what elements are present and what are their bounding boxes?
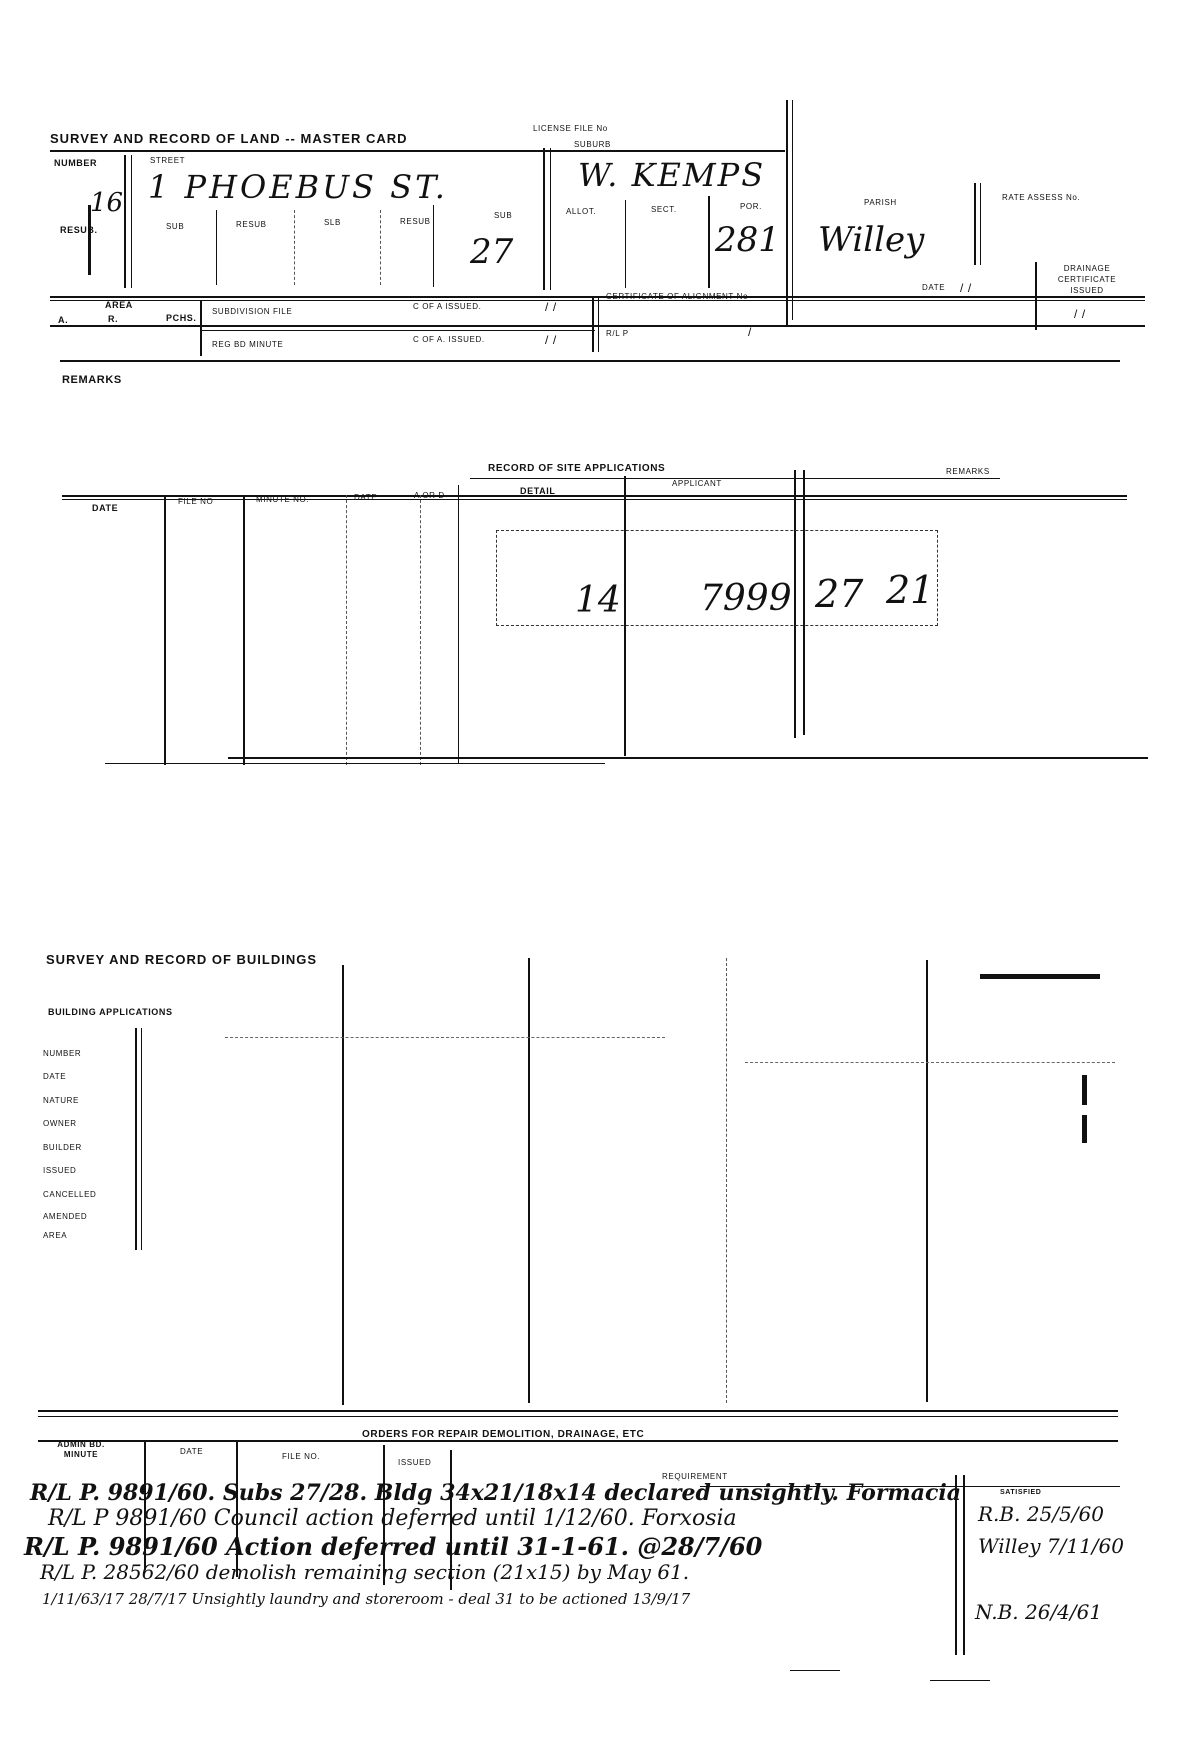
divider [380,210,381,285]
rate-assess-label: RATE ASSESS No. [1002,193,1081,202]
order-entry-4: R/L P. 28562/60 demolish remaining section (21x15) by May 61. [40,1560,690,1584]
rule [105,763,605,764]
buildings-card-title: SURVEY AND RECORD OF BUILDINGS [46,952,318,967]
hand-parish: Willey [818,220,925,260]
orders-date-header: DATE [180,1447,204,1456]
building-applications-label: BUILDING APPLICATIONS [48,1007,173,1017]
sub-label: SUB [166,222,185,231]
divider [974,183,976,265]
site-detail-header: DETAIL [520,486,556,496]
site-file-no-header: FILE NO [178,497,214,506]
stamp-value-4: 21 [886,568,935,612]
site-remarks-header: REMARKS [946,467,990,476]
license-file-label: LICENSE FILE No [533,124,608,133]
orders-title: ORDERS FOR REPAIR DEMOLITION, DRAINAGE, ETC [362,1429,645,1440]
order-entry-3: R/L P. 9891/60 Action deferred until 31-1-61. @28/7/60 [24,1532,763,1561]
hand-por: 281 [715,220,780,260]
street-label: STREET [150,156,186,165]
resub-label-3: RESUB [400,217,431,226]
rule [62,495,1127,497]
rule [228,757,1148,759]
orders-file-no-header: FILE NO. [282,1452,321,1461]
satisfied-label: SATISFIED [1000,1489,1042,1496]
order-entry-5: 1/11/63/17 28/7/17 Unsightly laundry and storeroom - deal 31 to be actioned 13/9/17 [42,1590,691,1608]
orders-issued-header: ISSUED [398,1458,432,1467]
rule [38,1440,1118,1442]
rule [470,478,1000,479]
divider [926,960,928,1402]
row-label-amended: AMENDED [43,1212,88,1221]
remarks-label: REMARKS [62,374,122,386]
por-label: POR. [740,202,762,211]
rule [60,360,1120,362]
rule [62,499,1127,500]
perches-label: PCHS. [166,313,197,323]
roods-label: R. [108,314,119,324]
c-of-a-issued-label: C OF A ISSUED. [413,302,482,311]
slb-label: SLB [324,218,341,227]
divider [543,148,545,290]
divider [726,958,727,1403]
divider [216,210,217,285]
rule [38,1410,1118,1412]
divider [1035,262,1037,330]
divider [708,196,710,288]
cert-alignment-label: CERTIFICATE OF ALIGNMENT No [606,292,748,301]
resub-label-2: RESUB [236,220,267,229]
order-entry-2: R/L P 9891/60 Council action deferred until 1/12/60. Forxosia [48,1506,737,1531]
hand-bracket [88,205,91,275]
divider [164,495,166,765]
rule [38,1416,1118,1417]
order-entry-1: R/L P. 9891/60. Subs 27/28. Bldg 34x21/18x14 declared unsightly. Formacia [30,1480,961,1506]
rule [930,1680,990,1681]
date-value: / / [960,281,972,295]
area-label: AREA [105,300,133,310]
sub-label-2: SUB [494,211,513,220]
rule [790,1670,840,1671]
stamp-value-3: 27 [815,572,864,616]
site-applications-title: RECORD OF SITE APPLICATIONS [488,463,666,474]
rl-p-value: / [748,325,752,339]
rl-p-label: R/L P [606,329,629,338]
hand-number: 16 [90,188,124,218]
suburb-label: SUBURB [574,140,611,149]
land-card-title: SURVEY AND RECORD OF LAND -- MASTER CARD [50,131,408,146]
number-label: NUMBER [54,158,98,168]
c-of-a-date-1: / / [545,300,557,314]
resub-label: RESUB. [60,225,98,235]
rule [200,330,595,331]
stamp-value-1: 14 [575,580,621,621]
divider [550,148,551,290]
row-label-owner: OWNER [43,1119,77,1128]
site-minute-no-header: MINUTE NO. [256,495,310,504]
row-label-date: DATE [43,1072,67,1081]
top-rule [50,150,785,152]
divider [458,485,459,763]
divider [963,1475,965,1655]
date-label: DATE [922,283,946,292]
divider [433,205,434,287]
admin-bd-minute-header: ADMIN BD. MINUTE [57,1440,105,1459]
rule [980,974,1100,979]
hand-sub: 27 [470,232,514,272]
reg-bd-minute-label: REG BD MINUTE [212,340,284,349]
hand-suburb: W. KEMPS [578,156,766,194]
satisfied-entry-4: N.B. 26/4/61 [975,1600,1103,1624]
site-a-or-d-header: A OR D [414,491,445,500]
satisfied-entry-1: R.B. 25/5/60 [978,1502,1104,1526]
satisfied-entry-2: Willey 7/11/60 [978,1534,1124,1558]
divider [200,300,202,356]
drainage-cert-label: DRAINAGE CERTIFICATE ISSUED [1057,264,1117,295]
parish-label: PARISH [864,198,897,207]
right-card-edge-2 [792,100,793,320]
rule [745,1062,1115,1063]
rule [50,325,1145,327]
row-label-nature: NATURE [43,1096,79,1105]
row-label-number: NUMBER [43,1049,82,1058]
orders-requirement-header: REQUIREMENT [662,1472,728,1481]
divider [346,495,347,765]
allot-label: ALLOT. [566,207,597,216]
divider [124,155,126,288]
drainage-date: / / [1074,307,1086,321]
right-card-edge [786,100,788,325]
divider [420,495,421,765]
row-label-area: AREA [43,1231,68,1240]
divider [135,1028,137,1250]
divider [131,155,132,288]
acres-label: A. [58,315,69,325]
c-of-a-date-2: / / [545,333,557,347]
divider [243,495,245,765]
divider [294,210,295,285]
site-date-header: DATE [92,503,119,513]
divider [980,183,981,265]
hand-street: 1 PHOEBUS ST. [148,168,448,206]
subdivision-file-label: SUBDIVISION FILE [212,307,293,316]
divider [625,200,626,288]
row-label-cancelled: CANCELLED [43,1190,97,1199]
divider [528,958,530,1403]
site-date2-header: DATE [354,493,378,502]
row-label-issued: ISSUED [43,1166,77,1175]
c-of-a-issued-label-2: C OF A. ISSUED. [413,335,485,344]
sect-label: SECT. [651,205,677,214]
row-label-builder: BUILDER [43,1143,82,1152]
mark [1082,1115,1087,1143]
rule [225,1037,665,1038]
mark [1082,1075,1087,1105]
site-applicant-header: APPLICANT [672,479,722,488]
stamp-value-2: 7999 [700,578,792,619]
divider [342,965,344,1405]
divider [141,1028,142,1250]
